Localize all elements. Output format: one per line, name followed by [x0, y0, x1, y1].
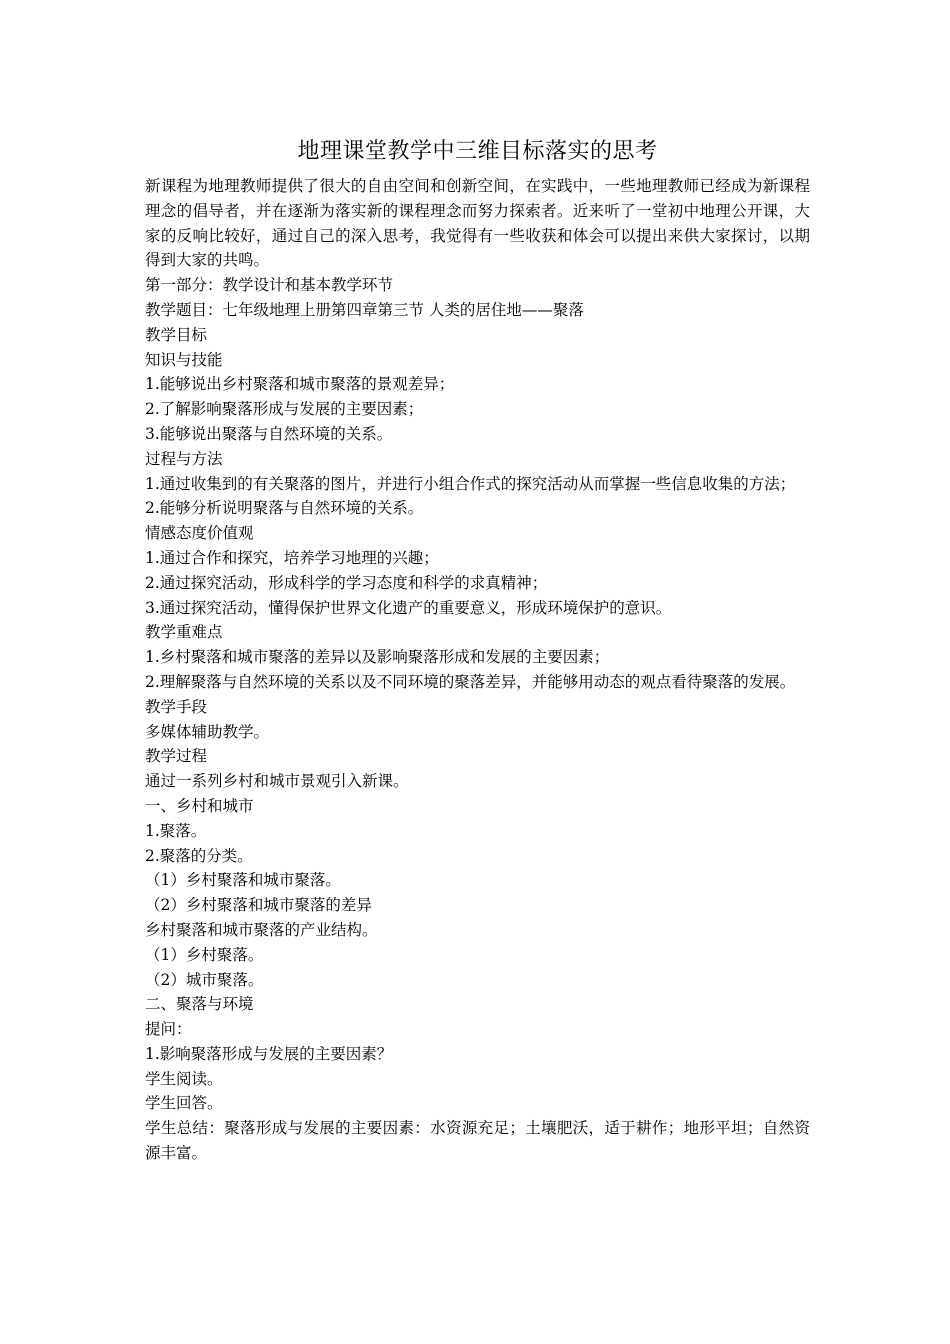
list-item: 2.聚落的分类。: [145, 846, 253, 865]
text-line: 提问：: [145, 1020, 192, 1039]
section-heading-process: 教学过程: [145, 747, 208, 766]
list-item: （1）乡村聚落。: [145, 945, 264, 964]
subheading-settlement-environment: 二、聚落与环境: [145, 995, 254, 1014]
list-item: 3.能够说出聚落与自然环境的关系。: [145, 424, 393, 443]
part-one-heading: 第一部分：教学设计和基本教学环节: [145, 276, 394, 295]
document-body: [145, 174, 810, 1166]
list-item: （2）城市聚落。: [145, 970, 264, 989]
list-item: 1.聚落。: [145, 821, 207, 840]
text-line: 多媒体辅助教学。: [145, 722, 270, 741]
list-item: 2.能够分析说明聚落与自然环境的关系。: [145, 499, 424, 518]
intro-paragraph: 新课程为地理教师提供了很大的自由空间和创新空间，在实践中，一些地理教师已经成为新课程理念的倡导者，并在逐渐为落实新的课程理念而努力探索者。近来听了一堂初中地理公开课，大家的反响比较好，通过自己的深入思考，我觉得有一些收获和体会可以提出来供大家探讨，以期得到大家的共鸣。: [145, 177, 810, 270]
list-item: 3.通过探究活动，懂得保护世界文化遗产的重要意义，形成环境保护的意识。: [145, 598, 672, 617]
lesson-topic: 教学题目：七年级地理上册第四章第三节 人类的居住地——聚落: [145, 300, 584, 319]
text-line: 学生回答。: [145, 1094, 223, 1113]
summary-paragraph: 学生总结：聚落形成与发展的主要因素：水资源充足；土壤肥沃，适于耕作；地形平坦；自然资源丰富。: [145, 1119, 810, 1163]
list-item: 1.通过合作和探究，培养学习地理的兴趣；: [145, 548, 439, 567]
subheading-knowledge: 知识与技能: [145, 350, 223, 369]
subheading-attitude: 情感态度价值观: [145, 524, 254, 543]
list-item: 2.通过探究活动，形成科学的学习态度和科学的求真精神；: [145, 573, 548, 592]
document-page: [145, 136, 810, 1166]
text-line: 学生阅读。: [145, 1069, 223, 1088]
subheading-rural-urban: 一、乡村和城市: [145, 796, 254, 815]
list-item: 2.理解聚落与自然环境的关系以及不同环境的聚落差异，并能够用动态的观点看待聚落的发展。: [145, 672, 796, 691]
section-heading-key-points: 教学重难点: [145, 623, 223, 642]
list-item: 1.乡村聚落和城市聚落的差异以及影响聚落形成和发展的主要因素；: [145, 648, 610, 667]
text-line: 乡村聚落和城市聚落的产业结构。: [145, 920, 378, 939]
list-item: 2.了解影响聚落形成与发展的主要因素；: [145, 400, 424, 419]
list-item: 1.通过收集到的有关聚落的图片，并进行小组合作式的探究活动从而掌握一些信息收集的方法；: [145, 474, 796, 493]
section-heading-means: 教学手段: [145, 697, 208, 716]
document-title: 地理课堂教学中三维目标落实的思考: [297, 139, 658, 164]
list-item: 1.能够说出乡村聚落和城市聚落的景观差异；: [145, 375, 455, 394]
list-item: 1.影响聚落形成与发展的主要因素？: [145, 1044, 393, 1063]
list-item: （1）乡村聚落和城市聚落。: [145, 871, 341, 890]
text-line: 通过一系列乡村和城市景观引入新课。: [145, 772, 409, 791]
subheading-process: 过程与方法: [145, 449, 223, 468]
list-item: （2）乡村聚落和城市聚落的差异: [145, 896, 372, 915]
section-heading-objectives: 教学目标: [145, 325, 208, 344]
